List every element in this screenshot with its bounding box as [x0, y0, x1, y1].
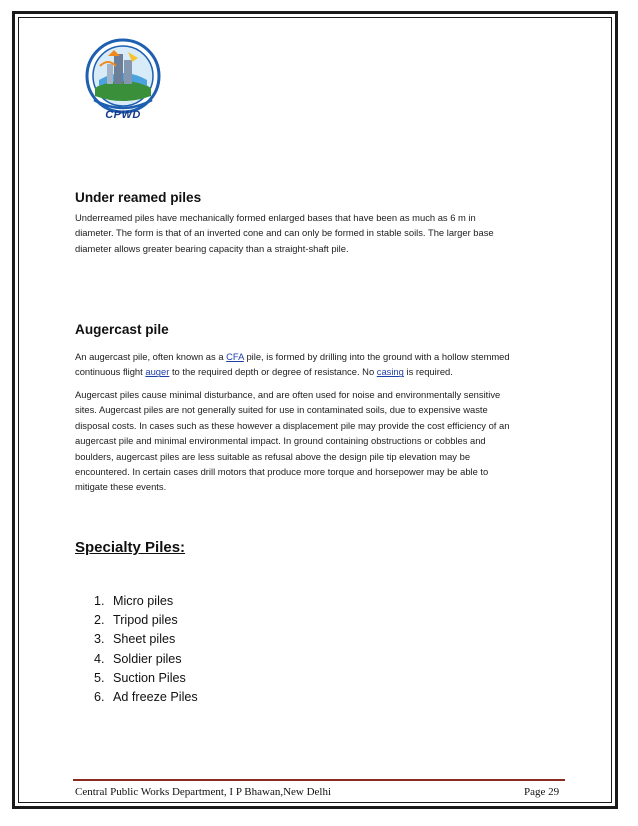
list-item	[94, 669, 198, 688]
paragraph-augercast-details	[75, 387, 565, 495]
heading-augercast: Augercast pile	[75, 322, 169, 337]
text-line: disposal costs. In cases such as these however a displacement pile may provide the cost efficiency of an	[75, 419, 510, 431]
list-label: Ad freeze Piles	[113, 690, 198, 705]
specialty-piles-list	[94, 592, 198, 707]
list-item	[94, 592, 198, 611]
list-label: Suction Piles	[113, 670, 186, 685]
text-run: An augercast pile, often known as a	[75, 351, 227, 362]
text-line: mitigate these events.	[75, 481, 167, 493]
text-line: augercast pile and minimal environmental impact. In ground containing obstructions or cobbles and	[75, 435, 486, 447]
text-line: sites. Augercast piles are not generally suited for use in contaminated soils, due to expensive waste	[75, 404, 488, 416]
footer-department: Central Public Works Department, I P Bhawan,New Delhi	[75, 786, 332, 798]
text-run: pile, is formed by drilling into the ground with a hollow stemmed	[243, 351, 510, 362]
list-item	[94, 611, 198, 630]
list-number: 1.	[94, 594, 105, 608]
text-run: is required.	[403, 366, 453, 378]
footer-page-number: Page 29	[524, 786, 560, 798]
list-number: 6.	[94, 690, 105, 705]
list-number: 3.	[94, 632, 105, 647]
footer-rule	[73, 779, 565, 781]
text-line: diameter allows greater bearing capacity than a straight-shaft pile.	[75, 242, 349, 254]
text-line: diameter. The form is that of an inverted cone and can only be formed in stable soils. The larger base	[75, 227, 494, 239]
list-label: Micro piles	[113, 594, 174, 608]
heading-under-reamed: Under reamed piles	[75, 190, 202, 205]
list-label: Sheet piles	[113, 632, 176, 647]
text-run: continuous flight	[75, 366, 146, 378]
list-item	[94, 688, 198, 707]
list-item	[94, 630, 198, 649]
list-number: 5.	[94, 670, 105, 685]
text-line: Augercast piles cause minimal disturbance, and are often used for noise and environmentally sensitive	[75, 389, 501, 400]
paragraph-under-reamed	[75, 210, 565, 256]
link-casing[interactable]: casing	[376, 366, 404, 378]
list-item	[94, 650, 198, 669]
list-label: Soldier piles	[113, 651, 182, 666]
logo-text: CPWD	[105, 109, 141, 121]
link-cfa[interactable]: CFA	[226, 351, 244, 362]
text-run: to the required depth or degree of resistance. No	[169, 366, 377, 378]
link-auger[interactable]: auger	[145, 366, 170, 378]
text-line: boulders, augercast piles are less suitable as refusal above the design pile tip elevation may be	[75, 450, 471, 462]
list-label: Tripod piles	[113, 613, 178, 628]
paragraph-augercast-intro	[75, 349, 565, 380]
list-number: 2.	[94, 613, 105, 628]
list-number: 4.	[94, 651, 105, 666]
heading-specialty-piles: Specialty Piles:	[75, 539, 186, 556]
text-line: Underreamed piles have mechanically formed enlarged bases that have been as much as 6 m in	[75, 212, 476, 223]
text-line: encountered. In certain cases drill motors that produce more torque and horsepower may be able to	[75, 466, 489, 478]
